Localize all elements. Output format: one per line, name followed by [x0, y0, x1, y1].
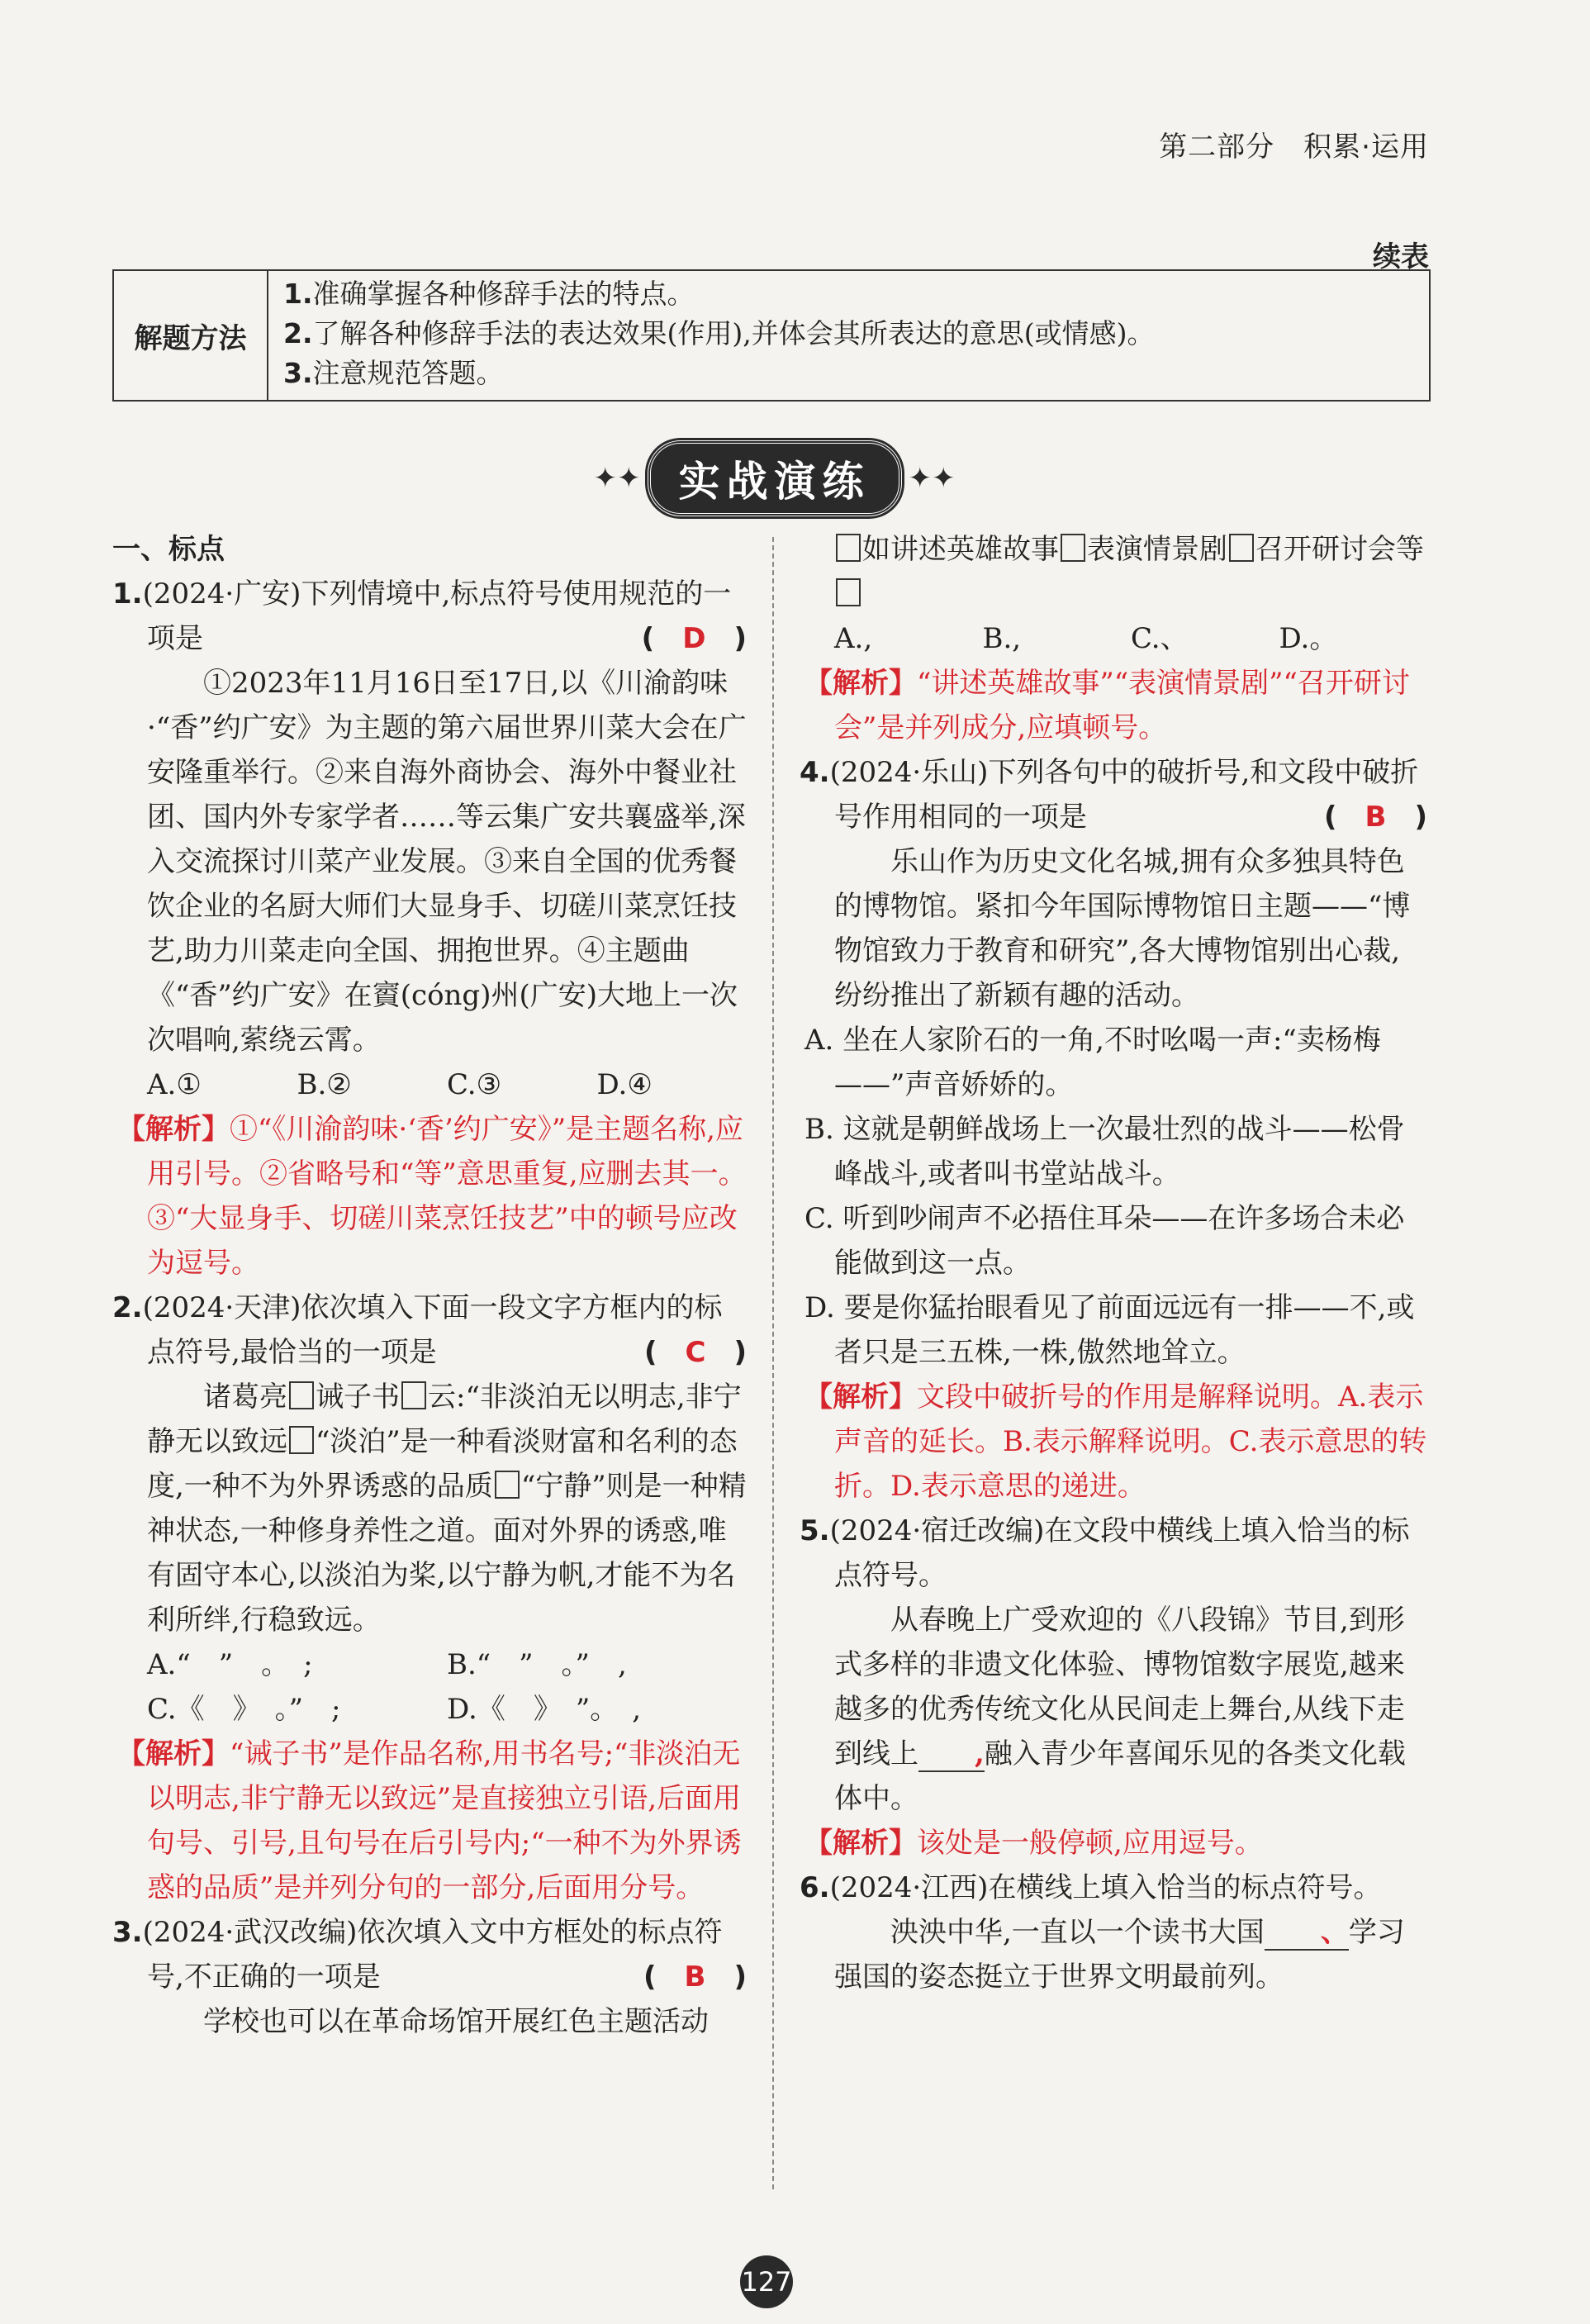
practice-banner [586, 441, 962, 516]
question-5: 5.(2024·宿迁改编)在文段中横线上填入恰当的标点符号。 从春晚上广受欢迎的《八段锦》节目,到形式多样的非遗文化体验、博物馆数字展览,越来越多的优秀传统文化从民间走上舞台,从线下走到线上 ,融入青少年喜闻乐见的各类文化载体中。 【解析】该处是一般停顿,应用逗号。 [800, 1509, 1427, 1865]
method-item: 2.了解各种修辞手法的表达效果(作用),并体会其所表达的意思(或情感)。 [283, 317, 1155, 349]
answer-bracket: ( B ) [643, 1960, 747, 1994]
answer-value: C [685, 1336, 706, 1369]
option: B. 这就是朝鲜战场上一次最壮烈的战斗——松骨峰战斗,或者叫书堂站战斗。 [804, 1113, 1405, 1191]
star-icon: ✦✦ [908, 462, 956, 495]
question-4: 4.(2024·乐山)下列各句中的破折号,和文段中破折号作用相同的一项是 ( B ) 乐山作为历史文化名城,拥有众多独具特色的博物馆。紧扣今年国际博物馆日主题——“博物馆致力于教育和研究”,各大博物馆别出心裁,纷纷推出了新颖有趣的活动。 A. 坐在人家阶石的一角,不时吆喝一声:“卖杨梅——”声音娇娇的。 B. 这就是朝鲜战场上一次最壮烈的战斗——松骨峰战斗,或者叫书堂站战斗。 C. 听到吵闹声不必捂住耳朵——在许多场合未必能做到这一点。 D. 要是你猛抬眼看见了前面远远有一排——不,或者只是三五株,一株,傲然地耸立。 【解析】文段中破折号的作用是解释说明。A.表示声音的延长。B.表示解释说明。C.表示意思的转折。D.表示意思的递进。 [800, 750, 1427, 1509]
passage: 乐山作为历史文化名城,拥有众多独具特色的博物馆。紧扣今年国际博物馆日主题——“博物馆致力于教育和研究”,各大博物馆别出心裁,纷纷推出了新颖有趣的活动。 [834, 845, 1411, 1012]
fill-blank: , [918, 1737, 985, 1772]
blank-box [1061, 534, 1085, 562]
explanation: 【解析】“讲述英雄故事”“表演情景剧”“召开研讨会”是并列成分,应填顿号。 [804, 667, 1410, 744]
answer-bracket: ( C ) [643, 1336, 747, 1369]
answer-value: B [1365, 801, 1387, 834]
method-item: 3.注意规范答题。 [283, 357, 504, 389]
answer-value: D [682, 622, 706, 655]
blank-box [836, 534, 861, 562]
column-divider [772, 537, 774, 2189]
options-row: A.“ ” 。 ; B.“ ” 。” , [147, 1648, 627, 1681]
explanation: 【解析】文段中破折号的作用是解释说明。A.表示声音的延长。B.表示解释说明。C.表示意思的转折。D.表示意思的递进。 [804, 1381, 1427, 1503]
passage-start: 学校也可以在革命场馆开展红色主题活动 [203, 2005, 709, 2038]
blank-box [836, 578, 861, 606]
left-column [112, 527, 747, 2044]
right-column [800, 527, 1427, 1999]
option: C. 听到吵闹声不必捂住耳朵——在许多场合未必能做到这一点。 [804, 1202, 1405, 1280]
question-6: 6.(2024·江西)在横线上填入恰当的标点符号。 泱泱中华,一直以一个读书大国 、学习强国的姿态挺立于世界文明最前列。 [800, 1865, 1427, 1999]
method-table [112, 269, 1431, 402]
question-3: 3.(2024·武汉改编)依次填入文中方框处的标点符号,不正确的一项是 ( B ) 学校也可以在革命场馆开展红色主题活动 [112, 1910, 747, 2044]
banner-title: 实战演练 [648, 440, 902, 516]
answer-bracket: ( D ) [641, 622, 747, 655]
passage: 从春晚上广受欢迎的《八段锦》节目,到形式多样的非遗文化体验、博物馆数字展览,越来越多的优秀传统文化从民间走上舞台,从线下走到线上 ,融入青少年喜闻乐见的各类文化载体中。 [834, 1604, 1406, 1815]
explanation: 【解析】“诫子书”是作品名称,用书名号;“非淡泊无以明志,非宁静无以致远”是直接独立引语,后面用句号、引号,且句号在后引号内;“一种不为外界诱惑的品质”是并列分句的一部分,后面用分号。 [117, 1737, 742, 1904]
passage-continued: 如讲述英雄故事 表演情景剧 召开研讨会等 [800, 527, 1427, 616]
answer-value: B [684, 1960, 706, 1994]
explanation: 【解析】该处是一般停顿,应用逗号。 [804, 1827, 1263, 1860]
blank-box [1229, 534, 1254, 562]
option: D. 要是你猛抬眼看见了前面远远有一排——不,或者只是三五株,一株,傲然地耸立。 [804, 1291, 1415, 1369]
continued-label: 续表 [1373, 240, 1429, 273]
passage: 诸葛亮 诫子书 云:“非淡泊无以明志,非宁静无以致远 “淡泊”是一种看淡财富和名利的态度,一种不为外界诱惑的品质 “宁静”则是一种精神状态,一种修身养性之道。面对外界的诱惑,唯有固守本心,以淡泊为桨,以宁静为帆,才能不为名利所绊,行稳致远。 [147, 1381, 747, 1637]
section-title: 一、标点 [112, 533, 225, 566]
question-2: 2.(2024·天津)依次填入下面一段文字方框内的标点符号,最恰当的一项是 ( C ) 诸葛亮 诫子书 云:“非淡泊无以明志,非宁静无以致远 “淡泊”是一种看淡财富和名利的态度,一种不为外界诱惑的品质 “宁静”则是一种精神状态,一种修身养性之道。面对外界的诱惑,唯有固守本心,以淡泊为桨,以宁静为帆,才能不为名利所绊,行稳致远。 A.“ ” 。 ; B.“ ” 。” , C.《 》 。” ; D.《 》 ”。 , 【解析】“诫子书”是作品名称,用书名号;“非淡泊无以明志,非宁静无以致远”是直接独立引语,后面用句号、引号,且句号在后引号内;“一种不为外界诱惑的品质”是并列分句的一部分,后面用分号。 [112, 1286, 747, 1910]
star-icon: ✦✦ [593, 462, 641, 495]
question-3-continued [800, 527, 1427, 750]
option: A. 坐在人家阶石的一角,不时吆喝一声:“卖杨梅——”声音娇娇的。 [804, 1024, 1381, 1101]
options-row: A.① B.② C.③ D.④ [147, 1068, 653, 1101]
passage: 泱泱中华,一直以一个读书大国 、学习强国的姿态挺立于世界文明最前列。 [834, 1916, 1405, 1994]
method-label: 解题方法 [114, 271, 268, 400]
question-1: 1.(2024·广安)下列情境中,标点符号使用规范的一项是 ( D ) ①2023年11月16日至17日,以《川渝韵味·“香”约广安》为主题的第六届世界川菜大会在广安隆重举行。②来自海外商协会、海外中餐业社团、国内外专家学者……等云集广安共襄盛举,深入交流探讨川菜产业发展。③来自全国的优秀餐饮企业的名厨大师们大显身手、切磋川菜烹饪技艺,助力川菜走向全国、拥抱世界。④主题曲《“香”约广安》在賨(cóng)州(广安)大地上一次次唱响,萦绕云霄。 A.① B.② C.③ D.④ 【解析】①“《川渝韵味·‘香’约广安》”是主题名称,应用引号。②省略号和“等”意思重复,应删去其一。③“大显身手、切磋川菜烹饪技艺”中的顿号应改为逗号。 [112, 572, 747, 1286]
fill-blank: 、 [1265, 1916, 1349, 1951]
method-item: 1.准确掌握各种修辞手法的特点。 [283, 278, 695, 310]
blank-box [495, 1471, 520, 1499]
blank-box [289, 1381, 314, 1409]
page-header: 第二部分 积累·运用 [1159, 131, 1429, 164]
answer-bracket: ( B ) [1323, 801, 1427, 834]
options-row: C.《 》 。” ; D.《 》 ”。 , [147, 1693, 642, 1726]
passage: ①2023年11月16日至17日,以《川渝韵味·“香”约广安》为主题的第六届世界川菜大会在广安隆重举行。②来自海外商协会、海外中餐业社团、国内外专家学者……等云集广安共襄盛举,深入交流探讨川菜产业发展。③来自全国的优秀餐饮企业的名厨大师们大显身手、切磋川菜烹饪技艺,助力川菜走向全国、拥抱世界。④主题曲《“香”约广安》在賨(cóng)州(广安)大地上一次次唱响,萦绕云霄。 [147, 667, 747, 1057]
method-body [268, 271, 1429, 400]
options-row: A., B., C.、 D.。 [834, 622, 1338, 655]
blank-box [289, 1426, 314, 1454]
blank-box [401, 1381, 426, 1409]
page-number: 127 [740, 2255, 793, 2308]
explanation: 【解析】①“《川渝韵味·‘香’约广安》”是主题名称,应用引号。②省略号和“等”意思重复,应删去其一。③“大显身手、切磋川菜烹饪技艺”中的顿号应改为逗号。 [117, 1113, 747, 1280]
